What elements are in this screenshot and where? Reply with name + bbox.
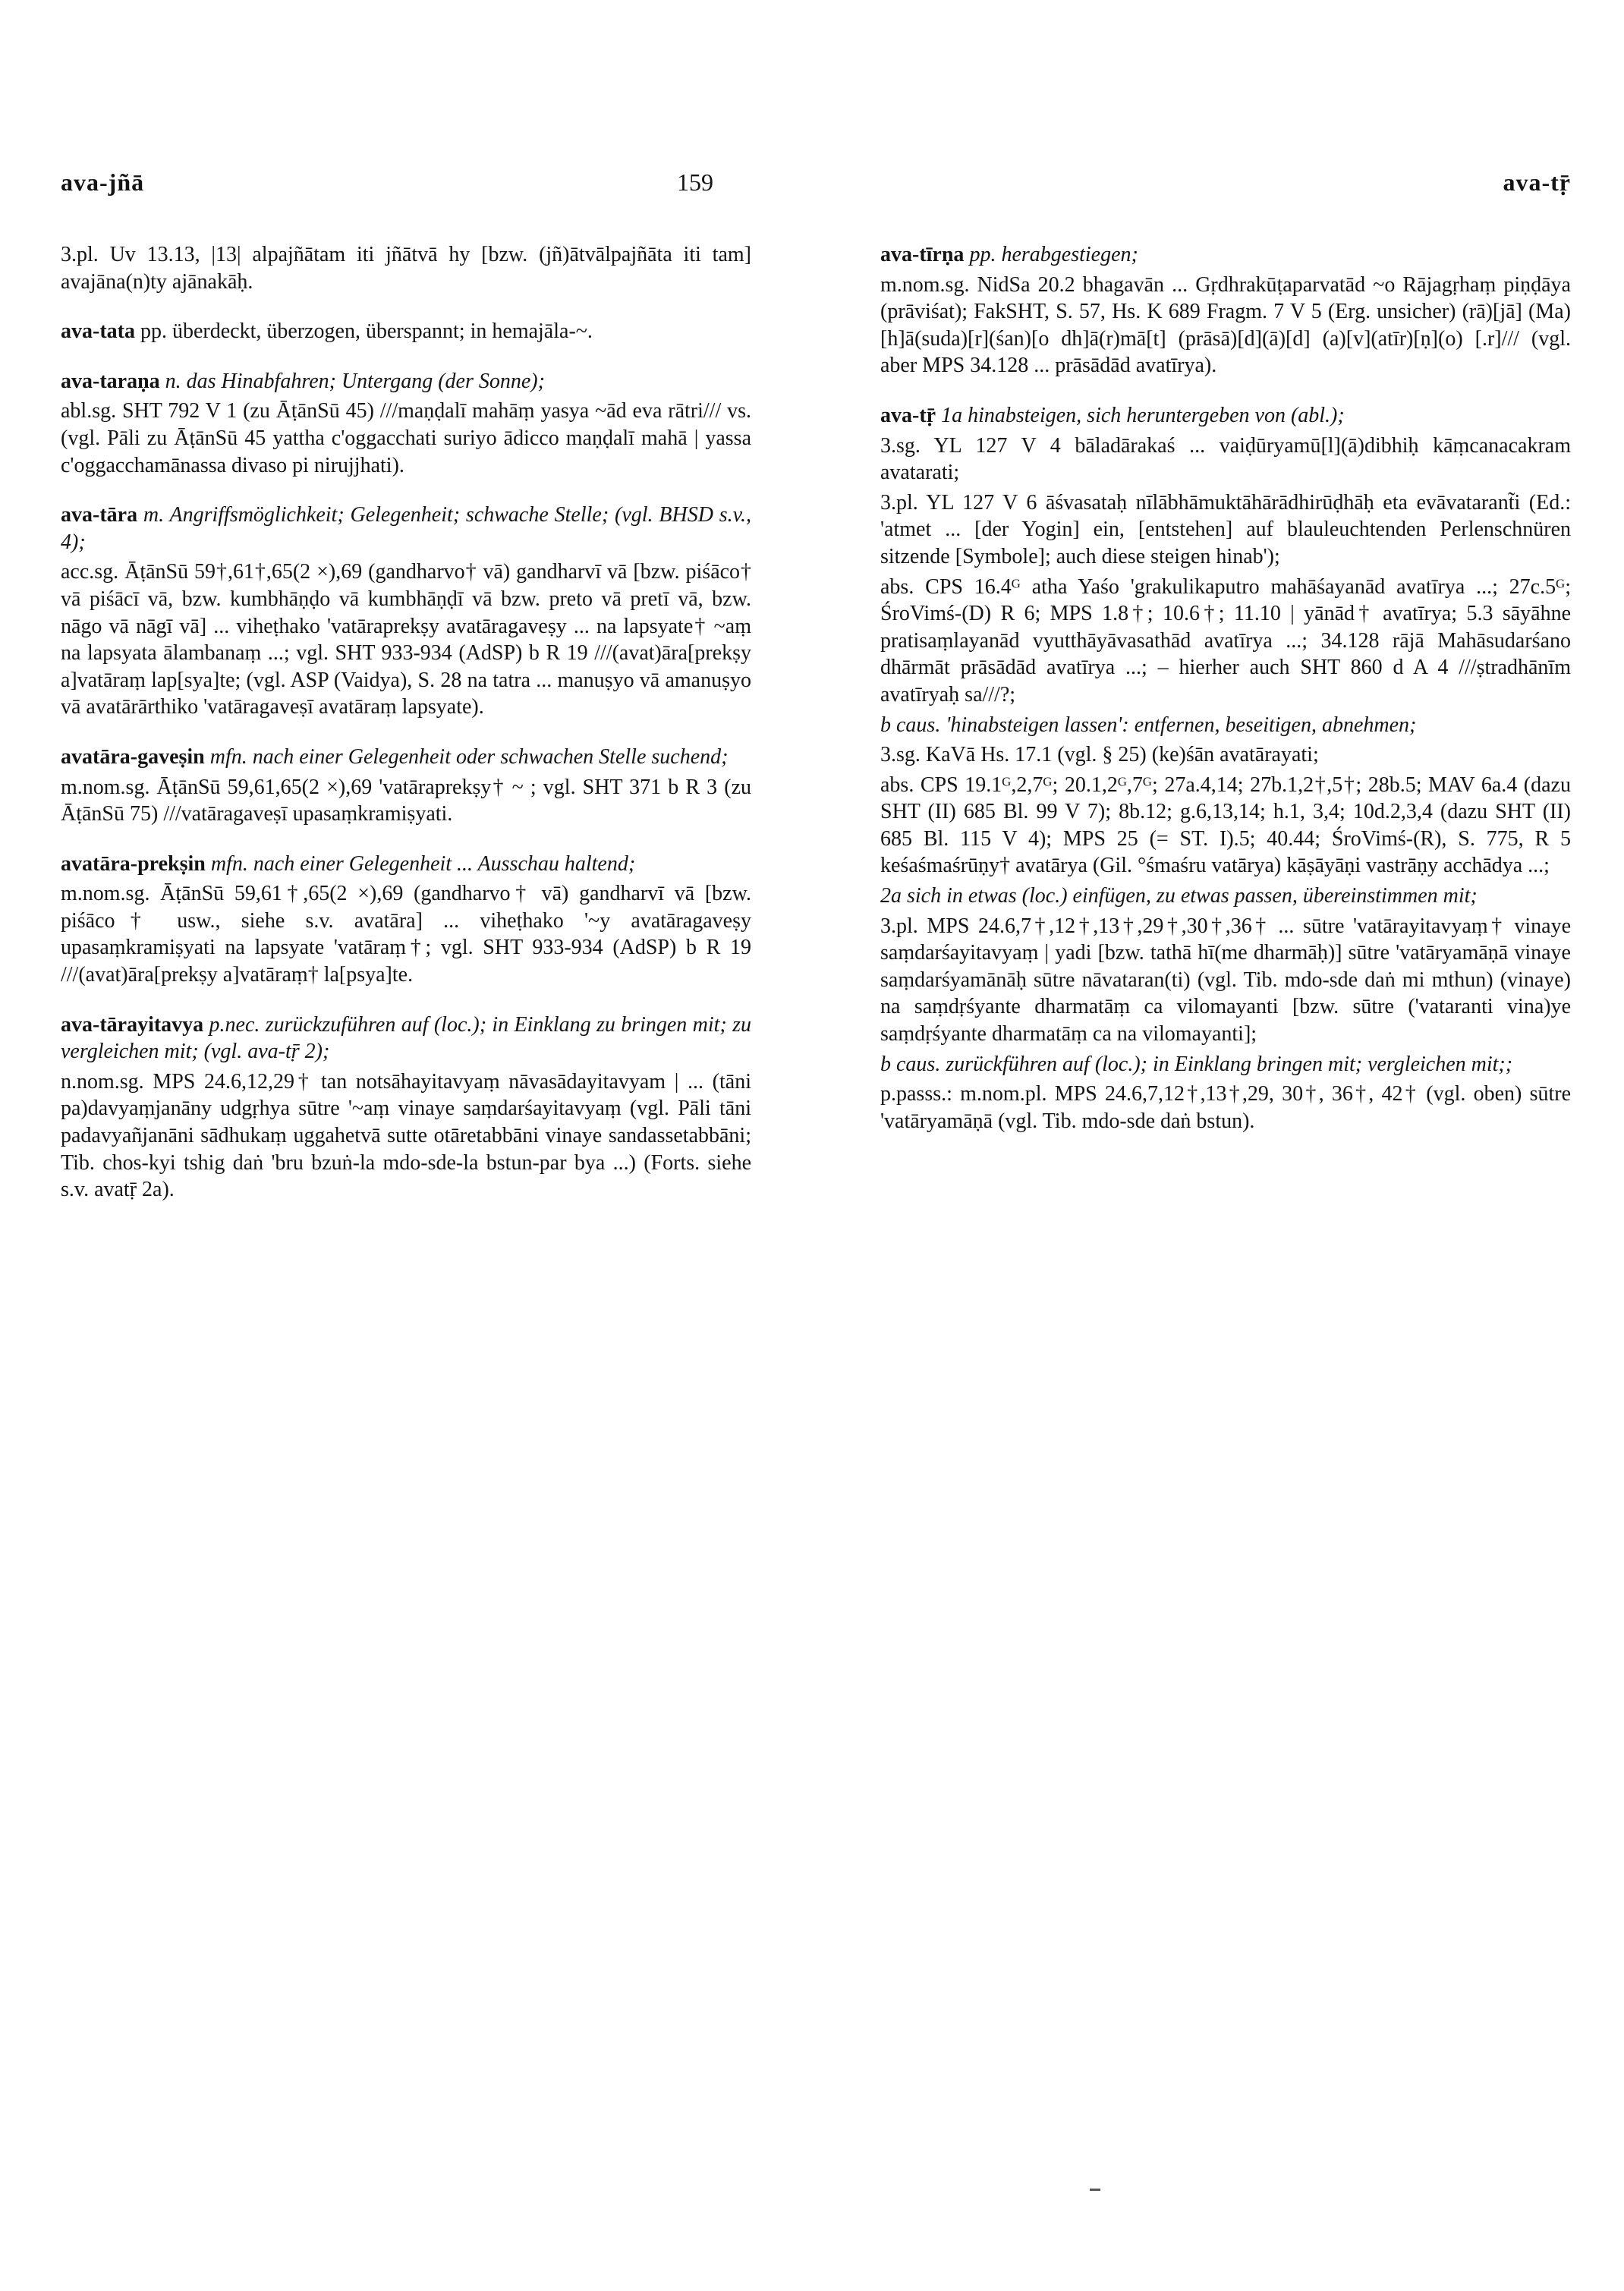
left-column [61,241,751,1226]
entry-definition: m. Angriffsmöglichkeit; Gelegenheit; schwache Stelle; (vgl. BHSD s.v., 4); [61,503,751,554]
dictionary-entry [61,241,751,295]
dictionary-entry [61,318,751,345]
page-number: 159 [677,168,713,196]
entry-citation: n.nom.sg. MPS 24.6,12,29† tan notsāhayitavyaṃ nāvasādayitavyam | ... (tāni pa)davyaṃjanāny udgṛhya sūtre '~aṃ vinaye saṃdarśayitavyaṃ (vgl. Pāli tāni padavyañjanāni sādhukaṃ uggahetvā sutte otāretabbāni vinaye sandassetabbāni; Tib. chos-kyi tshig daṅ 'bru bzuṅ-la mdo-sde-la bstun-par bya ...) (Forts. siehe s.v. avatṝ 2a). [61,1069,751,1202]
dictionary-entry [880,241,1571,379]
entry-sense: 2a sich in etwas (loc.) einfügen, zu etwas passen, übereinstimmen mit; [880,884,1478,908]
running-head-right: ava-tṝ [1503,168,1571,196]
entry-text: pp. überdeckt, überzogen, überspannt; in hemajāla-~. [140,319,593,344]
dictionary-entry [61,744,751,828]
entry-headword: ava-taraṇa [61,369,160,393]
entry-citation: p.passs.: m.nom.pl. MPS 24.6,7,12†,13†,29, 30†, 36†, 42† (vgl. oben) sūtre 'vatāryamāṇā (vgl. Tib. mdo-sde daṅ bstun). [880,1082,1571,1133]
entry-headword: ava-tārayitavya [61,1012,204,1037]
entry-citation: 3.sg. KaVā Hs. 17.1 (vgl. § 25) (ke)śān avatārayati; [880,743,1319,767]
entry-definition: mfn. nach einer Gelegenheit oder schwachen Stelle suchend; [209,744,729,769]
dictionary-entry [61,502,751,721]
dictionary-entry [61,851,751,989]
entry-headword: ava-tṝ [880,403,936,427]
entry-citation: abs. CPS 19.1ᴳ,2,7ᴳ; 20.1,2ᴳ,7ᴳ; 27a.4,14; 27b.1,2†,5†; 28b.5; MAV 6a.4 (dazu SHT (II) 685 Bl. 99 V 7); 8b.12; g.6,13,14; h.1, 3,4; 10d.2,3,4 (dazu SHT (II) 685 Bl. 115 V 4); MPS 25 (= ST. I).5; 40.44; ŚroVimś-(R), S. 775, R 5 keśaśmaśrūṇy† avatārya (Gil. °śmaśru vatārya) kāṣāyāṇi vastrāṇy acchādya ...; [880,773,1571,878]
entry-citation: 3.sg. YL 127 V 4 bāladārakaś ... vaiḍūryamū[l](ā)dibhiḥ kāṃcanacakram avatarati; [880,433,1571,485]
entry-definition: n. das Hinabfahren; Untergang (der Sonne); [165,369,545,393]
entry-definition: pp. herabgestiegen; [969,243,1138,266]
running-head-left: ava-jñā [61,168,145,196]
entry-sense: b caus. 'hinabsteigen lassen': entfernen, beseitigen, abnehmen; [880,713,1417,737]
entry-citation: abs. CPS 16.4ᴳ atha Yaśo 'grakulikaputro mahāśayanād avatīrya ...; 27c.5ᴳ; ŚroVimś-(D) R 6; MPS 1.8†; 10.6†; 11.10 | yānād† avatīrya; 5.3 sāyāhne pratisaṃlayanād vyutthāyāvasathād avatīrya ...; 34.128 rājā Mahāsudarśano dhārmāt prāsādād avatīrya ...; – hierher auch SHT 860 d A 4 ///ṣtradhānīm avatīryaḥ sa///?; [880,574,1571,706]
entry-headword: ava-tāra [61,503,138,527]
entry-headword: ava-tīrṇa [880,243,965,266]
entry-definition: 1a hinabsteigen, sich heruntergeben von (abl.); [941,403,1345,427]
entry-citation: 3.pl. YL 127 V 6 āśvasataḥ nīlābhāmuktāhārādhirūḍhāḥ eta evāvatarant̃i (Ed.: 'atmet ... [der Yogin] ein, [entstehen] auf blauleuchtenden Perlenschnüren sitzende [Symbole]; auch diese steigen hinab'); [880,490,1571,568]
dictionary-entry [880,402,1571,1134]
entry-headword: avatāra-gaveṣin [61,744,205,769]
right-column [880,241,1571,1157]
entry-headword: ava-tata [61,319,135,344]
dictionary-entry [61,1012,751,1204]
dictionary-entry [61,368,751,479]
entry-sense: b caus. zurückführen auf (loc.); in Einklang bringen mit; vergleichen mit;; [880,1052,1513,1076]
entry-text: 3.pl. Uv 13.13, |13| alpajñātam iti jñātvā hy [bzw. (jñ)ātvālpajñāta iti tam] avajāna(n)ty ajānakāḥ. [61,243,751,294]
entry-citation: m.nom.sg. ĀṭānSū 59,61,65(2 ×),69 'vatāraprekṣy† ~ ; vgl. SHT 371 b R 3 (zu ĀṭānSū 75) ///vatāragaveṣī upasaṃkramiṣyati. [61,775,751,826]
entry-citation: m.nom.sg. NidSa 20.2 bhagavān ... Gṛdhrakūṭaparvatād ~o Rājagṛhaṃ piṇḍāya (prāviśat); FakSHT, S. 57, Hs. K 689 Fragm. 7 V 5 (Erg. unsicher) (rā)[jā] (Ma)[h]ā(suda)[r](śan)[o dh]ā(r)mā[t] (prāsā)[d](ā)[d] (a)[v](atīr)[ṇ](o) [.r]/// (vgl. aber MPS 34.128 ... prāsādād avatīrya). [880,272,1571,378]
entry-headword: avatāra-prekṣin [61,851,206,876]
entry-definition: mfn. nach einer Gelegenheit ... Ausschau haltend; [210,851,636,876]
entry-citation: abl.sg. SHT 792 V 1 (zu ĀṭānSū 45) ///maṇḍalī mahāṃ yasya ~ād eva rātri/// vs. (vgl. Pāli zu ĀṭānSū 45 yattha c'oggacchati suriyo ādicco maṇḍalī mahā | yassa c'oggacchamānassa divaso pi nirujjhati). [61,399,751,477]
entry-citation: acc.sg. ĀṭānSū 59†,61†,65(2 ×),69 (gandharvo† vā) gandharvī vā [bzw. piśāco† vā piśācī vā, bzw. kumbhāṇḍo vā kumbhāṇḍī vā bzw. preto vā pretī vā, bzw. nāgo vā nāgī vā] ... viheṭhako 'vatāraprekṣy avatāragaveṣy ... na lapsyate† ~aṃ na lapsyata ālambanaṃ ...; vgl. SHT 933-934 (AdSP) b R 19 ///(avat)āra[prekṣy a]vatāraṃ lap[sya]te; (vgl. ASP (Vaidya), S. 28 na tatra ... manuṣyo vā amanuṣyo vā avatārārthiko 'vatāragaveṣī avatāraṃ lapsyate). [61,560,751,719]
entry-definition: p.nec. zurückzuführen auf (loc.); in Einklang zu bringen mit; zu vergleichen mit; (vgl. ava-tṝ 2); [61,1012,752,1064]
entry-citation: m.nom.sg. ĀṭānSū 59,61†,65(2 ×),69 (gandharvo† vā) gandharvī vā [bzw. piśāco† usw., siehe s.v. avatāra] ... viheṭhako '~y avatāragaveṣy upasaṃkramiṣyati na lapsyate 'vatāraṃ†; vgl. SHT 933-934 (AdSP) b R 19 ///(avat)āra[prekṣy a]vatāraṃ† la[psya]te. [61,882,751,987]
entry-citation: 3.pl. MPS 24.6,7†,12†,13†,29†,30†,36† ... sūtre 'vatārayitavyaṃ† vinaye saṃdarśayitavyaṃ | yadi [bzw. tathā hī(me dharmāḥ)] sūtre 'vatāryamāṇā vinaye saṃdarśyamānāḥ sūtre nāvataran(ti) (vgl. Tib. mdo-sde daṅ mi mthun) (vinaye) na saṃdṛśyante dharmatāṃ ca vilomayanti [bzw. sūtre ('vataranti vina)ye saṃdṛśyante dharmatāṃ ca na vilomayanti]; [880,914,1571,1046]
stray-print-mark [1090,2182,1100,2191]
